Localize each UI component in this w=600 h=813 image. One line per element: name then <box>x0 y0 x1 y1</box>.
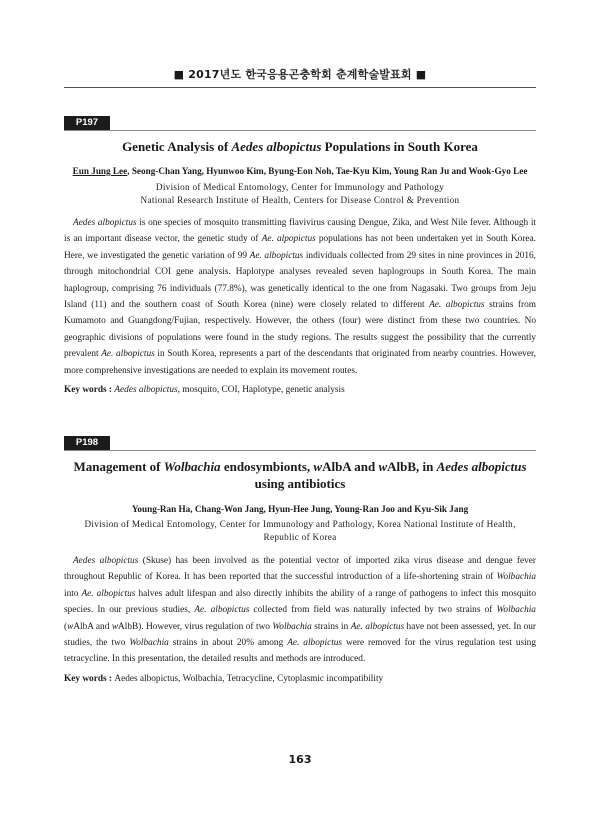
conference-header: ■ 2017년도 한국응용곤충학회 춘계학술발표회 ■ <box>173 68 427 81</box>
abstract-body: Aedes albopictus (Skuse) has been involved as the potential vector of imported zika virus disease and dengue fever throughout Republic of Korea. It has been reported that the successful introduction of a life-shortening strain of Wolbachia into Ae. albopictus halves adult lifespan and also directly inhibits the ability of a range of pathogens to infect this mosquito species. In our previous studies, Ae. albopictus collected from field was naturally infected by two strains of Wolbachia (wAlbA and wAlbB). However, virus regulation of two Wolbachia strains in Ae. albopictus have not been assessed, yet. In our studies, the two Wolbachia strains in about 20% among Ae. albopictus were removed for the virus regulation test using tetracycline. In this presentation, the detailed results and methods are introduced. <box>64 556 537 665</box>
abstract-divider <box>64 130 536 131</box>
page-number: 163 <box>288 753 312 766</box>
author-list: Young-Ran Ha, Chang-Won Jang, Hyun-Hee Jung, Young-Ran Joo and Kyu-Sik Jang <box>131 504 469 514</box>
keywords: Key words : Aedes albopictus, mosquito, COI, Haplotype, genetic analysis <box>64 385 345 395</box>
abstract-id-badge: P197 <box>64 116 110 130</box>
author-list: Eun Jung Lee, Seong-Chan Yang, Hyunwoo Kim, Byung-Eon Noh, Tae-Kyu Kim, Young Ran Ju and Wook-Gyo Lee <box>72 166 528 176</box>
abstract-id-badge: P198 <box>64 436 110 450</box>
presenting-author: Eun Jung Lee <box>72 166 128 176</box>
header-divider <box>64 87 536 88</box>
abstract-body: Aedes albopictus is one species of mosquito transmitting flavivirus causing Dengue, Zika, and West Nile fever. Although it is an important disease vector, the genetic study of Ae. alpopictus populations has not been undertaken yet in South Korea. Here, we investigated the genetic variation of 99 Ae. albopictus individuals collected from 29 sites in nine provinces in 2016, through mitochondrial COI gene analysis. Haplotype analyses revealed seven haplogroups in South Korea. The main haplogroup, comprising 76 individuals (77.8%), was genetically identical to the one from Nagasaki. Two groups from Jeju Island (11) and the southern coast of South Korea (nine) were closely related to different Ae. albopictus strains from Kumamoto and Guangdong/Fujian, respectively. However, the others (four) were distinct from these two countries. No geographic divisions of populations were found in the study regions. The results suggest the possibility that the currently prevalent Ae. albopictus in South Korea, represents a part of the descendants that originated from nearby countries. However, more comprehensive investigations are needed to explain its movement routes. <box>64 218 537 376</box>
abstract-divider <box>64 450 536 451</box>
abstract-title: Genetic Analysis of Aedes albopictus Populations in South Korea <box>122 139 478 154</box>
affiliation: Division of Medical Entomology, Center for Immunology and Pathology National Research Institute of Health, Centers for Disease Control & Prevention <box>140 182 460 205</box>
affiliation: Division of Medical Entomology, Center for Immunology and Pathology, Korea National Institute of Health, Republic of Korea <box>84 519 516 542</box>
abstract-title: Management of Wolbachia endosymbionts, wAlbA and wAlbB, in Aedes albopictus using antibiotics <box>73 459 527 491</box>
keywords: Key words : Aedes albopictus, Wolbachia, Tetracycline, Cytoplasmic incompatibility <box>64 674 384 684</box>
